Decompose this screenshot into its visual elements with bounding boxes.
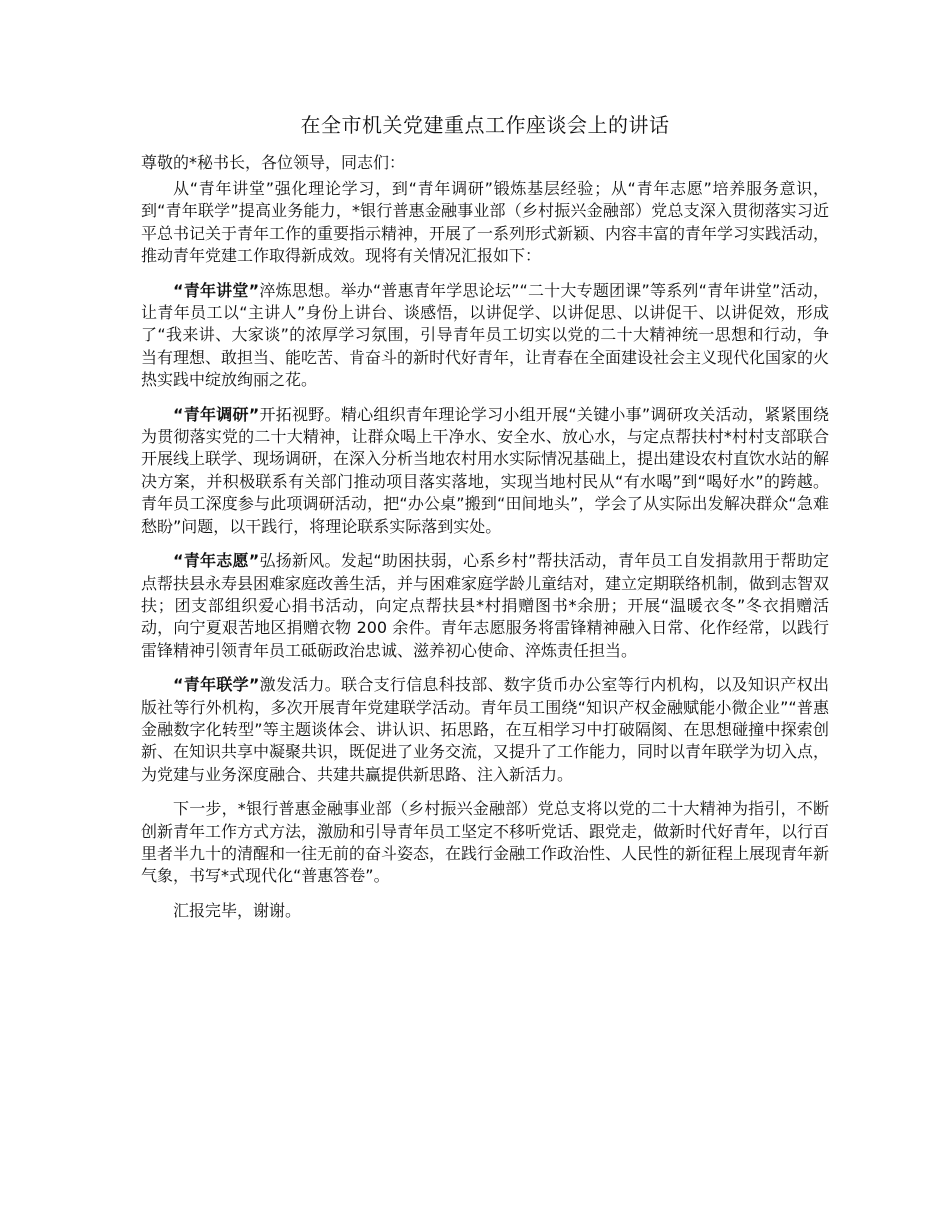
section-paragraph-volunteer (141, 550, 829, 662)
section-text-volunteer: 弘扬新风。发起“助困扶弱，心系乡村”帮扶活动，青年员工自发捐款用于帮助定点帮扶县永寿县困难家庭改善生活，并与困难家庭学龄儿童结对，建立定期联络机制，做到志智双扶；团支部组织爱心捐书活动，向定点帮扶县*村捐赠图书*余册；开展“温暖衣冬”冬衣捐赠活动，向宁夏艰苦地区捐赠衣物 200 余件。青年志愿服务将雷锋精神融入日常、化作经常，以践行雷锋精神引领青年员工砥砺政治忠诚、滋养初心使命、淬炼责任担当。 (141, 551, 830, 660)
section-text-joint-study: 激发活力。联合支行信息科技部、数字货币办公室等行内机构，以及知识产权出版社等行外机构，多次开展青年党建联学活动。青年员工围绕“知识产权金融赋能小微企业”“普惠金融数字化转型”等主题谈体会、讲认识、拓思路，在互相学习中打破隔阂、在思想碰撞中探索创新、在知识共享中凝聚共识，既促进了业务交流，又提升了工作能力，同时以青年联学为切入点，为党建与业务深度融合、共建共赢提供新思路、注入新活力。 (141, 675, 830, 784)
salutation: 尊敬的*秘书长，各位领导，同志们： (141, 153, 406, 172)
document-title: 在全市机关党建重点工作座谈会上的讲话 (300, 113, 670, 137)
intro-paragraph: 从“青年讲堂”强化理论学习，到“青年调研”锻炼基层经验；从“青年志愿”培养服务意识，到“青年联学”提高业务能力，*银行普惠金融事业部（乡村振兴金融部）党总支深入贯彻落实习近平总书记关于青年工作的重要指示精神，开展了一系列形式新颖、内容丰富的青年学习实践活动，推动青年党建工作取得新成效。现将有关情况汇报如下： (141, 179, 830, 266)
section-lead-volunteer: “青年志愿” (173, 551, 260, 571)
section-lead-joint-study: “青年联学” (173, 675, 260, 695)
section-lead-lecture: “青年讲堂” (173, 280, 260, 300)
closing-paragraph: 汇报完毕，谢谢。 (173, 900, 302, 920)
document-page (141, 108, 829, 934)
next-steps-paragraph: 下一步，*银行普惠金融事业部（乡村振兴金融部）党总支将以党的二十大精神为指引，不断创新青年工作方式方法，激励和引导青年员工坚定不移听党话、跟党走，做新时代好青年，以行百里者半九十的清醒和一往无前的奋斗姿态，在践行金融工作政治性、人民性的新征程上展现青年新气象，书写*式现代化“普惠答卷”。 (141, 799, 830, 886)
section-paragraph-research (141, 404, 829, 538)
section-paragraph-joint-study (141, 674, 829, 786)
section-text-research: 开拓视野。精心组织青年理论学习小组开展“关键小事”调研攻关活动，紧紧围绕为贯彻落实党的二十大精神，让群众喝上干净水、安全水、放心水，与定点帮扶村*村村支部联合开展线上联学、现场调研，在深入分析当地农村用水实际情况基础上，提出建设农村直饮水站的解决方案，并积极联系有关部门推动项目落实落地，实现当地村民从“有水喝”到“喝好水”的跨越。青年员工深度参与此项调研活动，把“办公桌”搬到“田间地头”，学会了从实际出发解决群众“急难愁盼”问题，以干践行，将理论联系实际落到实处。 (141, 404, 830, 536)
section-paragraph-lecture (141, 280, 829, 392)
section-lead-research: “青年调研” (173, 404, 260, 424)
section-text-lecture: 淬炼思想。举办“普惠青年学思论坛”“二十大专题团课”等系列“青年讲堂”活动，让青年员工以“主讲人”身份上讲台、谈感悟，以讲促学、以讲促思、以讲促干、以讲促效，形成了“我来讲、大家谈”的浓厚学习氛围，引导青年员工切实以党的二十大精神统一思想和行动，争当有理想、敢担当、能吃苦、肯奋斗的新时代好青年，让青春在全面建设社会主义现代化国家的火热实践中绽放绚丽之花。 (141, 280, 830, 390)
